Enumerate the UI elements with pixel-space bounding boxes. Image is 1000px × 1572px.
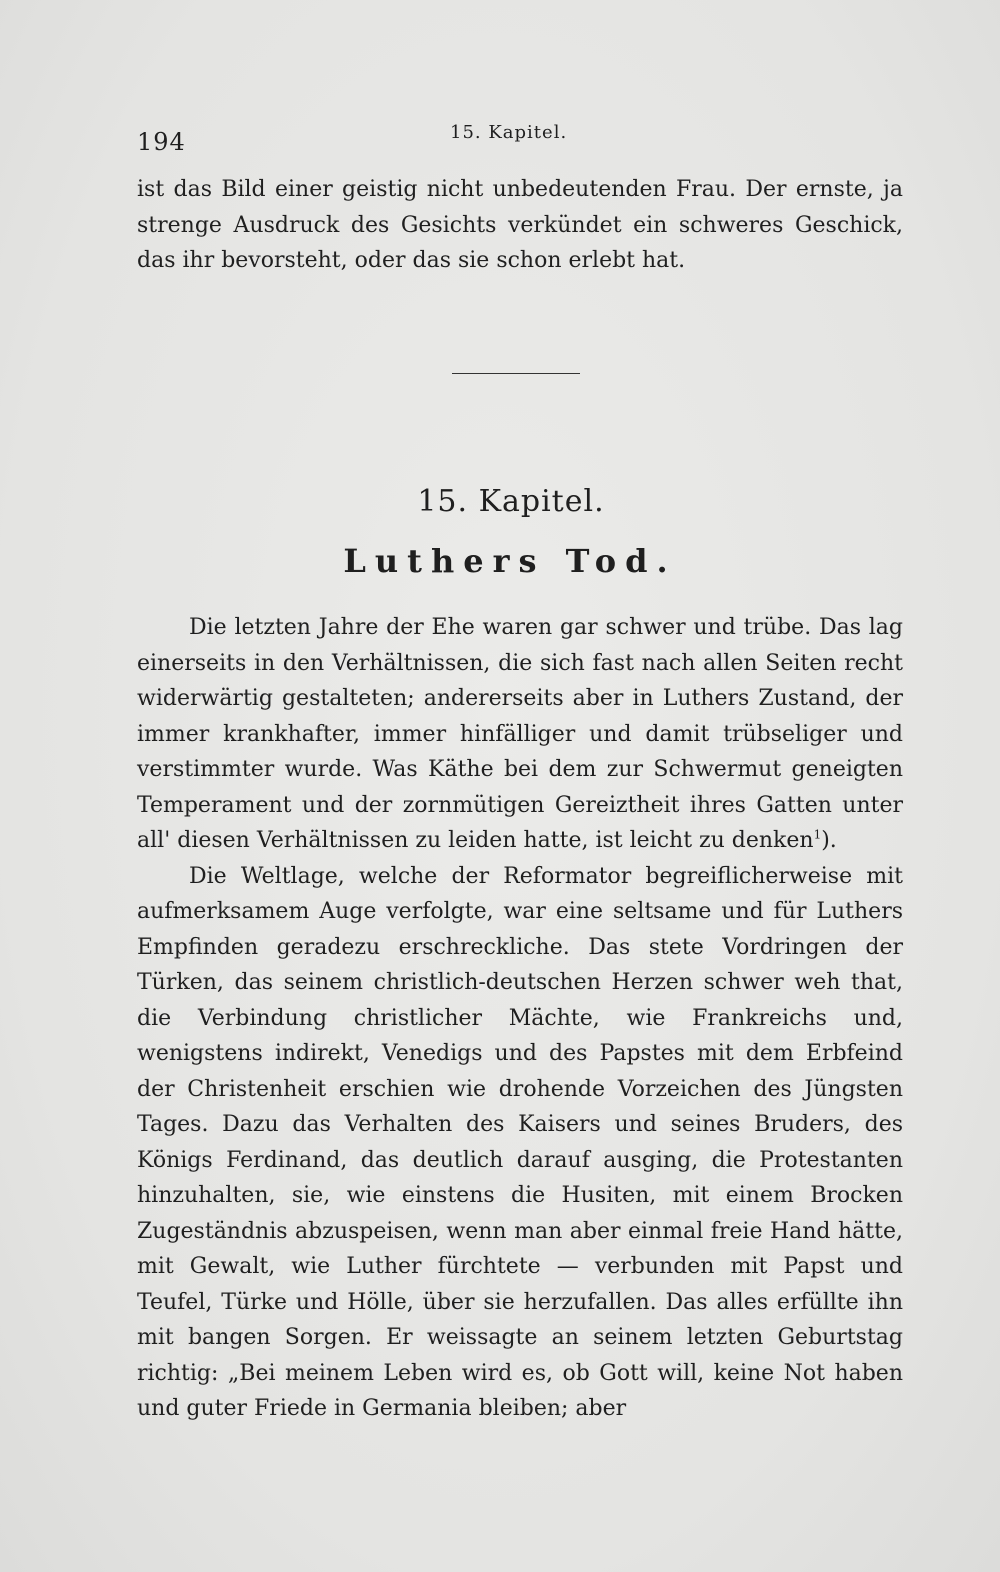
paragraph-1-text: Die letzten Jahre der Ehe waren gar schwer und trübe. Das lag einerseits in den Verhältnissen, die sich fast nach allen Seiten recht widerwärtig gestalteten; andererseits aber in Luthers Zustand, der immer krankhafter, immer hinfälliger und damit trübseliger und verstimmter wurde. Was Käthe bei dem zur Schwermut geneigten Temperament und der zornmütigen Gereiztheit ihres Gatten unter all' diesen Verhältnissen zu leiden hatte, ist leicht zu denken bbox=[137, 615, 903, 853]
paragraph-2-text: Die Weltlage, welche der Reformator begreiflicherweise mit aufmerksamem Auge verfolgte, war eine seltsame und für Luthers Empfinden geradezu erschreckliche. Das stete Vordringen der Türken, das seinem christlich-deutschen Herzen schwer weh that, die Verbindung christlicher Mächte, wie Frankreichs und, wenigstens indirekt, Venedigs und des Papstes mit dem Erbfeind der Christenheit erschien wie drohende Vorzeichen des Jüngsten Tages. Dazu das Verhalten des Kaisers und seines Bruders, des Königs Ferdinand, das deutlich darauf ausging, die Protestanten hinzuhalten, sie, wie einstens die Husiten, mit einem Brocken Zugeständnis abzuspeisen, wenn man aber einmal freie Hand hätte, mit Gewalt, wie Luther fürchtete — verbunden mit Papst und Teufel, Türke und Hölle, über sie herzufallen. Das alles erfüllte ihn mit bangen Sorgen. Er weissagte an seinem letzten Geburtstag richtig: „Bei meinem Leben wird es, ob Gott will, keine Not haben und guter Friede in Germania bleiben; aber bbox=[137, 863, 903, 1421]
footnote-reference[interactable]: 1 bbox=[813, 827, 822, 842]
paragraph-1-tail: ). bbox=[821, 828, 837, 853]
chapter-number: 15. Kapitel. bbox=[417, 484, 605, 519]
page-number: 194 bbox=[137, 128, 186, 156]
chapter-body bbox=[137, 610, 903, 1427]
paragraph-1 bbox=[137, 610, 903, 859]
chapter-title: Luthers Tod. bbox=[343, 542, 677, 580]
continuation-paragraph bbox=[137, 172, 903, 279]
paragraph-2 bbox=[137, 859, 903, 1427]
running-head-chapter: 15. Kapitel. bbox=[450, 122, 568, 143]
running-head bbox=[137, 122, 897, 162]
section-divider bbox=[452, 373, 580, 374]
continuation-text: ist das Bild einer geistig nicht unbedeutenden Frau. Der ernste, ja strenge Ausdruck des Gesichts verkündet ein schweres Geschick, das ihr bevorsteht, oder das sie schon erlebt hat. bbox=[137, 177, 903, 273]
